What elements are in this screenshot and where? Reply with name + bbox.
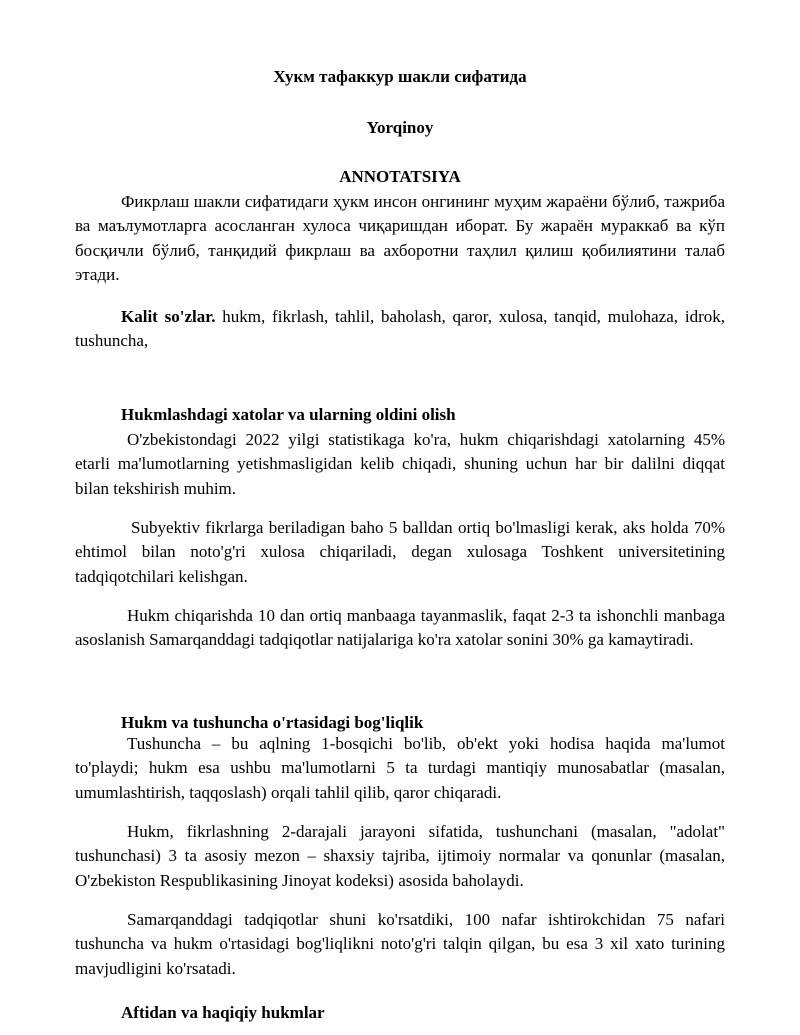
paragraph-text: Tushuncha – bu aqlning 1-bosqichi bo'lib, ob'ekt yoki hodisa haqida ma'lumot to'playdi; hukm esa ushbu ma'lumotlarni 5 ta turdagi mantiqiy munosabatlar (masalan, umumlashtirish, taqqoslash) orqali tahlil qilib, qaror chiqaradi. — [75, 734, 725, 802]
paragraph-text: Samarqanddagi tadqiqotlar shuni ko'rsatdiki, 100 nafar ishtirokchidan 75 nafari tushuncha va hukm o'rtasidagi bog'liqlikni noto'g'ri talqin qilgan, bu esa 3 xil xato turining mavjudligini ko'rsatadi. — [75, 910, 725, 978]
author-name: Yorqinoy — [366, 118, 434, 137]
section-heading: Aftidan va haqiqiy hukmlar — [121, 1003, 325, 1022]
section-paragraph — [75, 604, 725, 653]
section-paragraph — [75, 428, 725, 501]
abstract-text: Фикрлаш шакли сифатидаги ҳукм инсон онгининг муҳим жараёни бўлиб, тажриба ва маълумотларга асосланган хулоса чиқаришдан иборат. Бу жараён мураккаб ва кўп босқичли бўлиб, танқидий фикрлаш ва ахборотни таҳлил қилиш қобилиятини талаб этади. — [75, 192, 725, 284]
document-title: Хукм тафаккур шакли сифатида — [273, 67, 527, 86]
section-paragraph — [75, 516, 725, 589]
section-heading: Hukm va tushuncha o'rtasidagi bog'liqlik — [121, 713, 424, 732]
paragraph-text: Subyektiv fikrlarga beriladigan baho 5 balldan ortiq bo'lmasligi kerak, aks holda 70% ehtimol bilan noto'g'ri xulosa chiqariladi, degan xulosaga Toshkent universitetining tadqiqotchilari kelishgan. — [75, 518, 725, 586]
section-paragraph — [75, 908, 725, 981]
section-heading: Hukmlashdagi xatolar va ularning oldini olish — [121, 405, 456, 424]
paragraph-text: O'zbekistondagi 2022 yilgi statistikaga ko'ra, hukm chiqarishdagi xatolarning 45% etarli ma'lumotlarning yetishmasligidan kelib chiqadi, shuning uchun har bir dalilni diqqat bilan tekshirish muhim. — [75, 430, 725, 498]
paragraph-text: Hukm chiqarishda 10 dan ortiq manbaaga tayanmaslik, faqat 2-3 ta ishonchli manbaga asoslanish Samarqanddagi tadqiqotlar natijalariga ko'ra xatolar sonini 30% ga kamaytiradi. — [75, 606, 725, 650]
section-paragraph — [75, 732, 725, 805]
keywords-label: Kalit so'zlar. — [121, 307, 216, 326]
keywords-paragraph — [75, 305, 725, 354]
abstract-heading: ANNOTATSIYA — [339, 167, 461, 186]
section-paragraph — [75, 820, 725, 893]
paragraph-text: Hukm, fikrlashning 2-darajali jarayoni sifatida, tushunchani (masalan, "adolat" tushunchasi) 3 ta asosiy mezon – shaxsiy tajriba, ijtimoiy normalar va qonunlar (masalan, O'zbekiston Respublikasining Jinoyat kodeksi) asosida baholaydi. — [75, 822, 725, 890]
keywords-text: hukm, fikrlash, tahlil, baholash, qaror, xulosa, tanqid, mulohaza, idrok, tushuncha, — [75, 307, 725, 351]
abstract-paragraph — [75, 190, 725, 287]
